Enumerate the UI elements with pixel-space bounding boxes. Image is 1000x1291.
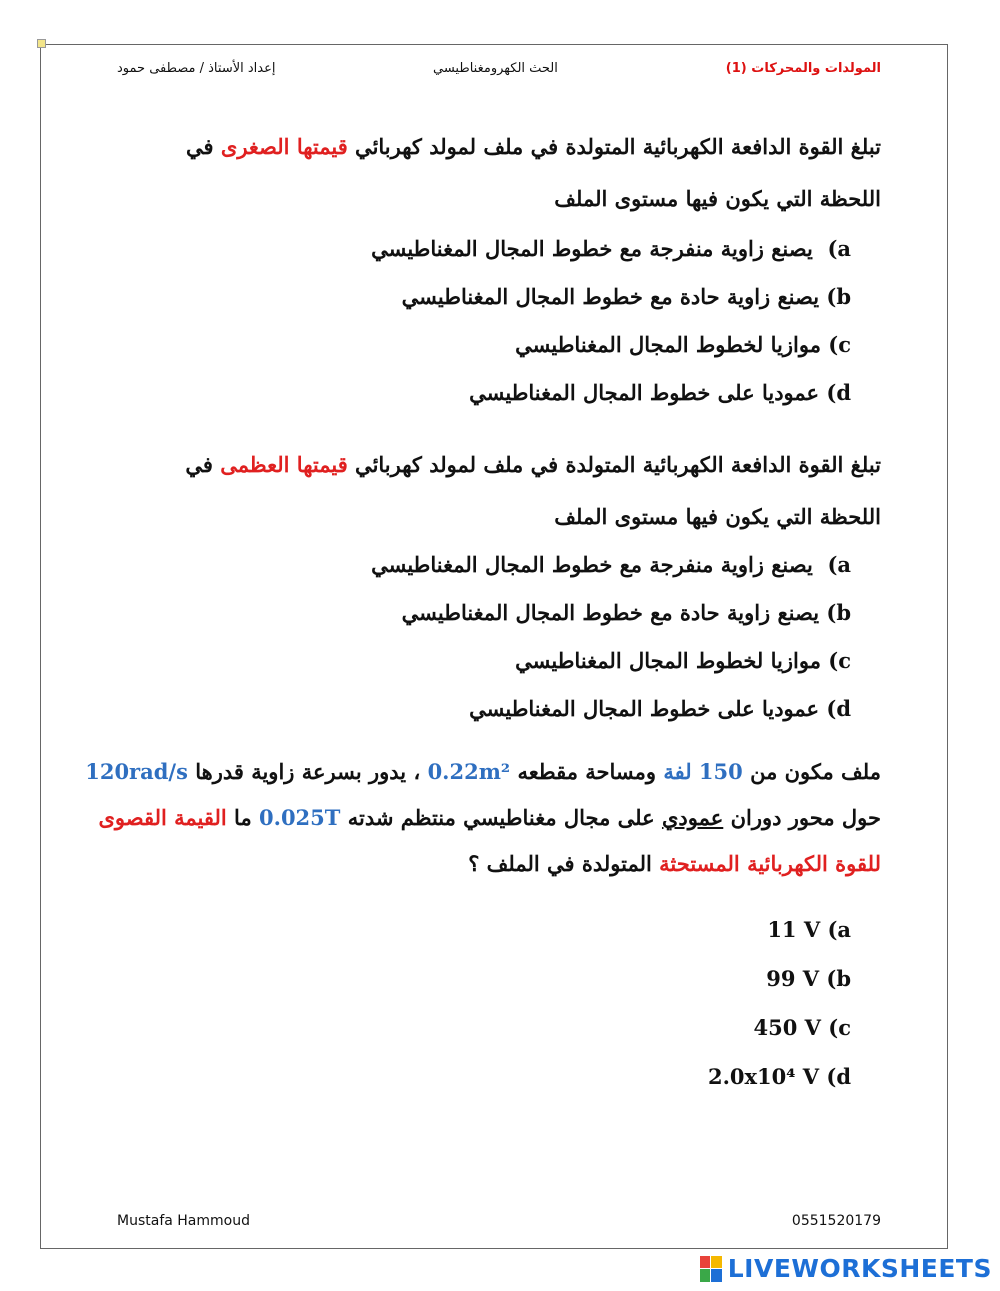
option-d[interactable]: d) عموديا على خطوط المجال المغناطيسي xyxy=(469,696,851,721)
option-d[interactable]: 2.0x10⁴ V (d xyxy=(707,1064,851,1089)
logo-block xyxy=(700,1256,711,1269)
author-credit: إعداد الأستاذ / مصطفى حمود xyxy=(117,61,276,76)
option-a[interactable]: a) يصنع زاوية منفرجة مع خطوط المجال المغناطيسي xyxy=(371,236,851,261)
footer-phone: 0551520179 xyxy=(791,1213,881,1229)
area-value: 0.22m² xyxy=(427,759,511,784)
option-d[interactable]: d) عموديا على خطوط المجال المغناطيسي xyxy=(469,380,851,405)
logo-block xyxy=(700,1269,711,1282)
page-footer xyxy=(41,1213,947,1233)
worksheet-page xyxy=(40,44,948,1249)
liveworksheets-logo-icon xyxy=(700,1256,722,1282)
topic-title: الحث الكهرومغناطيسي xyxy=(433,61,558,76)
option-b[interactable]: b) يصنع زاوية حادة مع خطوط المجال المغناطيسي xyxy=(401,600,851,625)
option-b[interactable]: b) يصنع زاوية حادة مع خطوط المجال المغناطيسي xyxy=(401,284,851,309)
option-c[interactable]: c) موازيا لخطوط المجال المغناطيسي xyxy=(515,648,851,673)
angular-speed-value: 120rad/s xyxy=(85,759,188,784)
unit-title: المولدات والمحركات (1) xyxy=(725,61,881,76)
liveworksheets-brand[interactable] xyxy=(700,1254,992,1283)
question-3-stem: ملف مكون من 150 لفة ومساحة مقطعه 0.22m² ، يدور بسرعة زاوية قدرها 120rad/s حول محور دوران عمودي على مجال مغناطيسي منتظم شدته 0.025T ما القيمة القصوى للقوة الكهربائية المستحثة المتولدة في الملف ؟ xyxy=(85,759,881,876)
turns-value: 150 لفة xyxy=(663,759,743,784)
footer-name: Mustafa Hammoud xyxy=(117,1213,250,1229)
option-a[interactable]: 11 V (a xyxy=(767,917,851,942)
question-3-options xyxy=(708,905,851,1101)
asked-quantity: القيمة القصوى للقوة الكهربائية المستحثة xyxy=(98,805,881,876)
option-b[interactable]: 99 V (b xyxy=(766,966,851,991)
logo-block xyxy=(711,1256,722,1269)
question-1-stem: تبلغ القوة الدافعة الكهربائية المتولدة في ملف لمولد كهربائي قيمتها الصغرى في اللحظة التي يكون فيها مستوى الملف xyxy=(186,134,881,211)
brand-text: LIVEWORKSHEETS xyxy=(727,1254,992,1283)
field-strength-value: 0.025T xyxy=(259,805,341,830)
corner-marker-icon xyxy=(37,39,46,48)
perpendicular-word: عمودي xyxy=(661,805,724,830)
question-1-highlight: قيمتها الصغرى xyxy=(220,134,348,159)
page-header xyxy=(41,61,947,81)
option-c[interactable]: 450 V (c xyxy=(753,1015,851,1040)
question-2-options xyxy=(371,541,851,733)
question-2-stem: تبلغ القوة الدافعة الكهربائية المتولدة في ملف لمولد كهربائي قيمتها العظمى في اللحظة التي يكون فيها مستوى الملف xyxy=(185,452,881,529)
question-1-options xyxy=(371,225,851,417)
option-a[interactable]: a) يصنع زاوية منفرجة مع خطوط المجال المغناطيسي xyxy=(371,552,851,577)
logo-block xyxy=(711,1269,722,1282)
option-c[interactable]: c) موازيا لخطوط المجال المغناطيسي xyxy=(515,332,851,357)
question-2-highlight: قيمتها العظمى xyxy=(220,452,348,477)
